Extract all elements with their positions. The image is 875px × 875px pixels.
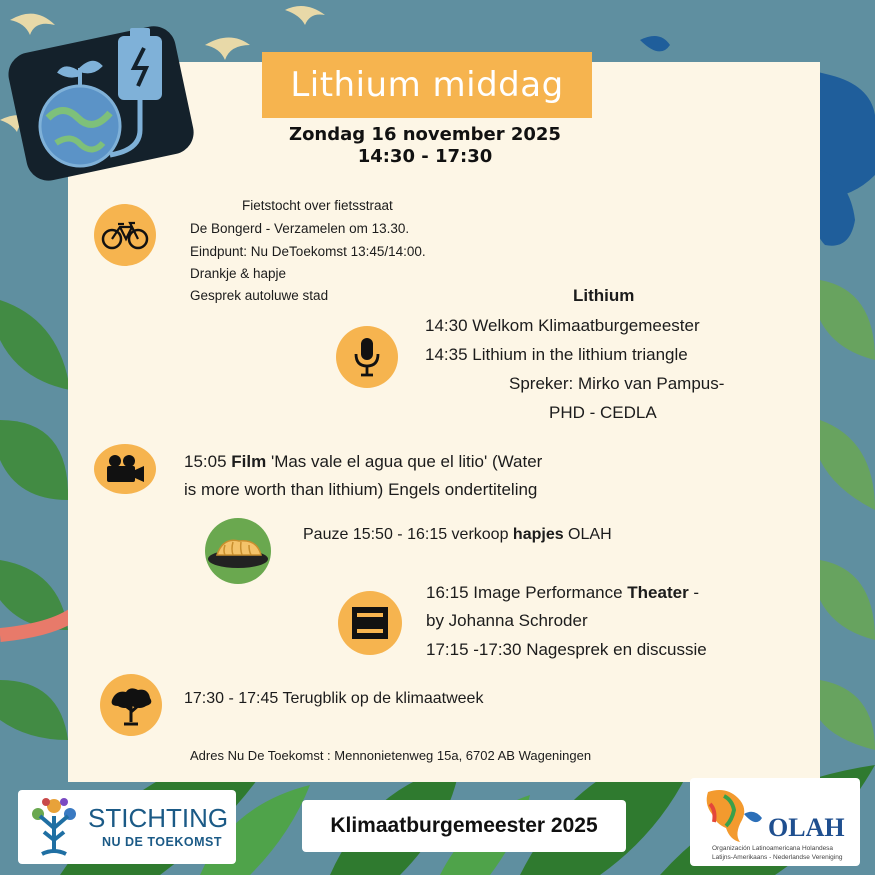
stichting-name: STICHTING: [88, 803, 229, 833]
stage-icon: [350, 605, 390, 641]
film-keyword: Film: [231, 452, 267, 471]
olah-map-icon: [698, 786, 768, 842]
bike-line-1: Fietstocht over fietsstraat: [242, 198, 393, 213]
theater-line-3: 17:15 -17:30 Nagesprek en discussie: [426, 640, 707, 659]
address: Adres Nu De Toekomst : Mennonietenweg 15a, 6702 AB Wageningen: [190, 748, 592, 763]
olah-logo[interactable]: [690, 778, 860, 866]
lithium-heading: Lithium: [573, 286, 635, 305]
pause-badge: [205, 518, 271, 584]
microphone-icon: [352, 336, 382, 378]
title-banner: [262, 52, 592, 118]
olah-subtitle-2: Latijns-Amerikaans - Nederlandse Vereniging: [712, 854, 843, 861]
film-line-1: 15:05 Film 'Mas vale el agua que el litio' (Water: [184, 452, 543, 471]
bike-line-3: Eindpunt: Nu DeToekomst 13:45/14:00.: [190, 244, 426, 259]
event-time: 14:30 - 17:30: [357, 146, 493, 167]
theater-line-1: 16:15 Image Performance Theater -: [426, 583, 700, 602]
page-title: Lithium middag: [290, 65, 564, 105]
bike-line-4: Drankje & hapje: [190, 266, 287, 281]
film-camera-icon: [103, 453, 147, 485]
bike-line-5: Gesprek autoluwe stad: [190, 288, 329, 303]
event-date: Zondag 16 november 2025: [289, 124, 561, 145]
lithium-line-1: 14:30 Welkom Klimaatburgemeester: [425, 316, 700, 335]
leaves-left: [0, 300, 70, 740]
tree-people-icon: [24, 796, 84, 858]
mic-badge: [336, 326, 398, 388]
bike-line-2: De Bongerd - Verzamelen om 13.30.: [190, 221, 410, 236]
theater-line-2: by Johanna Schroder: [426, 611, 588, 630]
olah-name: OLAH: [768, 813, 845, 842]
film-line-2: is more worth than lithium) Engels ondertiteling: [184, 480, 538, 499]
battery-earth-icon: [8, 18, 198, 193]
olah-subtitle-1: Organización Latinoamericana Holandesa: [712, 845, 834, 852]
stichting-logo[interactable]: [18, 790, 236, 864]
bicycle-icon: [101, 220, 149, 250]
empanada-plate-icon: [207, 531, 269, 571]
bike-badge: [94, 204, 156, 266]
tree-icon: [108, 684, 154, 726]
klimaat-label: Klimaatburgemeester 2025: [330, 814, 598, 837]
stichting-subname: NU DE TOEKOMST: [102, 835, 222, 849]
klimaat-banner: [302, 800, 626, 852]
film-badge: [94, 444, 156, 494]
lookback-text: 17:30 - 17:45 Terugblik op de klimaatweek: [184, 690, 484, 707]
lithium-line-4: PHD - CEDLA: [549, 403, 657, 422]
theater-badge: [338, 591, 402, 655]
tree-badge: [100, 674, 162, 736]
lithium-line-2: 14:35 Lithium in the lithium triangle: [425, 345, 688, 364]
lithium-line-3: Spreker: Mirko van Pampus-: [509, 374, 725, 393]
pause-text: Pauze 15:50 - 16:15 verkoop hapjes OLAH: [303, 526, 612, 543]
